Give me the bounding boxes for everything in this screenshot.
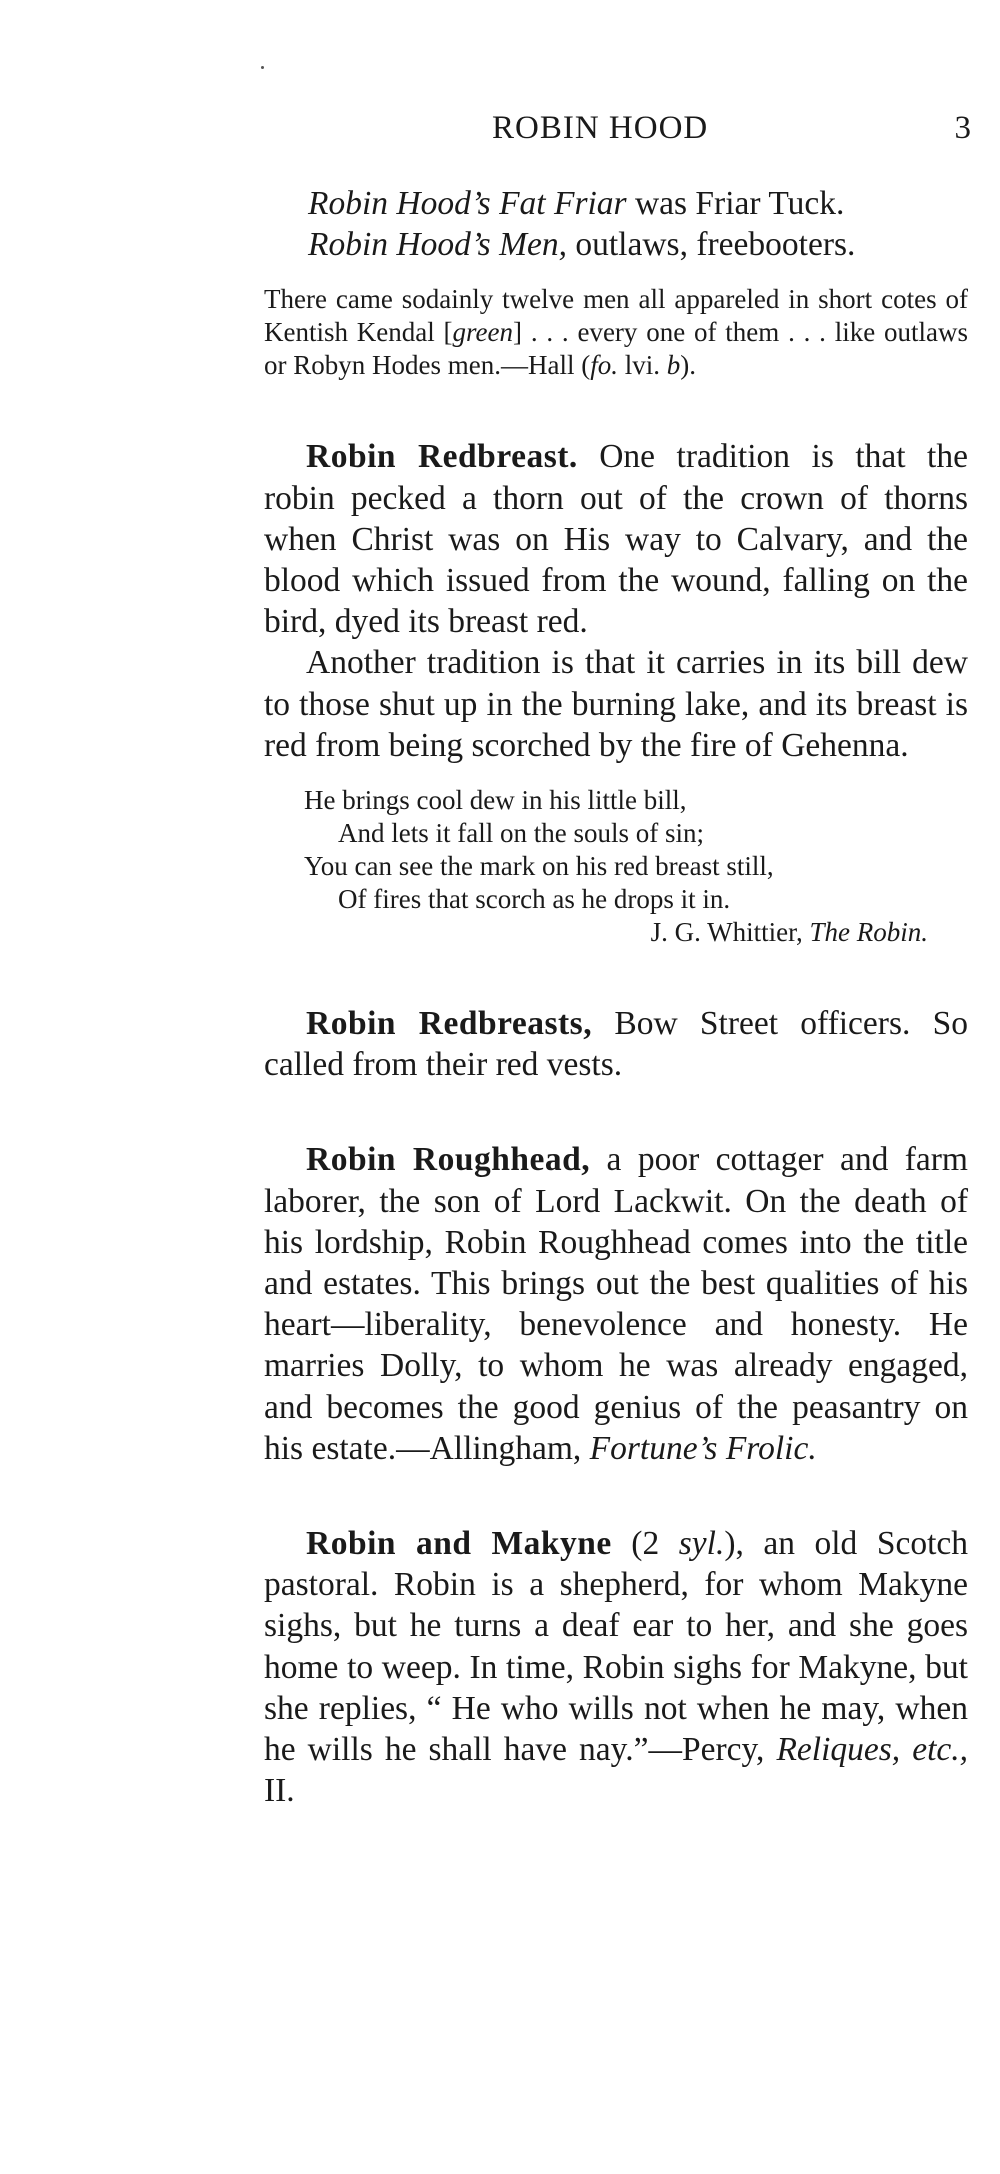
entry-text <box>264 183 968 224</box>
quote-folio-side: b <box>666 350 681 381</box>
verse-attribution <box>304 916 968 949</box>
entry-text <box>264 224 968 265</box>
entry-term: Robin Hood’s Men, <box>308 226 567 264</box>
entry-text <box>264 1139 968 1469</box>
entry-definition: outlaws, freebooters. <box>567 226 856 264</box>
entry-definition: One tradition is that the robin pecked a thorn out of the crown of thorns when Christ was on His way to Calvary, and the blood which issued from the wound, falling on the bird, dyed its breast red. <box>264 438 968 641</box>
entry-headword: Robin Redbreasts, <box>306 1005 593 1043</box>
quote-text: ] . . . every one of them . . . like outlaws or Robyn Hodes men.—Hall ( <box>264 317 968 381</box>
entry-syllables-abbrev: syl. <box>678 1525 725 1563</box>
verse-line: You can see the mark on his red breast still, <box>304 851 774 882</box>
entry-headword: Robin and Makyne <box>306 1525 612 1563</box>
quote-text: There came sodainly twelve men all appareled in short cotes of Kentish Kendal [ <box>264 284 968 348</box>
entry-robin-roughhead <box>264 1139 968 1469</box>
entry-definition: an old Scotch pastoral. Robin is a shepherd, for whom Makyne sighs, but he turns a deaf ear to her, and she goes home to weep. In time, Robin sighs for Makyne, but she replies, “ He who wills not when he may, when he wills he shall have nay.”—Percy, <box>264 1525 968 1769</box>
attribution-author: J. G. Whittier, <box>650 917 810 948</box>
entry-text <box>264 1523 968 1811</box>
entry-definition: a poor cottager and farm laborer, the son of Lord Lackwit. On the death of his lordship, Robin Roughhead comes into the title and estates. This brings out the best qualities of his heart—liberality, benevolence and honesty. He marries Dolly, to whom he was already engaged, and becomes the good genius of the peasantry on his estate.—Allingham, <box>264 1141 968 1467</box>
entry-source-work: Reliques, etc., <box>776 1731 968 1769</box>
entry-source-work: Fortune’s Frolic. <box>589 1429 817 1467</box>
entry-quotation <box>264 283 968 382</box>
entry-headword: Robin Roughhead, <box>306 1141 591 1179</box>
entry-text <box>264 436 968 642</box>
verse-line: And lets it fall on the souls of sin; <box>338 818 704 849</box>
verse-line: He brings cool dew in his little bill, <box>304 785 687 816</box>
entry-robin-redbreasts <box>264 1003 968 1085</box>
page-number: 3 <box>954 110 972 146</box>
entry-source-volume: II. <box>264 1772 295 1810</box>
entry-robin-redbreast <box>264 436 968 949</box>
entry-text: Another tradition is that it carries in its bill dew to those shut up in the burning lake, and its breast is red from being scorched by the fire of Gehenna. <box>264 644 968 764</box>
entry-headword: Robin Redbreast. <box>306 438 578 476</box>
verse-line: Of fires that scorch as he drops it in. <box>338 884 731 915</box>
quote-text: lvi. <box>617 350 667 381</box>
entry-text <box>264 1003 968 1085</box>
entry-definition: was Friar Tuck. <box>626 185 845 222</box>
entry-definition: Bow Street officers. So called from their red vests. <box>264 1005 968 1084</box>
print-speck <box>261 66 264 69</box>
running-head <box>262 110 972 154</box>
entry-syllables: ), <box>724 1525 744 1563</box>
page-body <box>264 183 968 1811</box>
running-title: ROBIN HOOD <box>492 110 709 146</box>
entry-syllables: (2 <box>611 1525 679 1563</box>
quote-folio: fo. <box>590 350 618 381</box>
quote-text: ). <box>680 350 696 381</box>
entry-robin-hoods-fat-friar <box>264 183 968 382</box>
entry-robin-and-makyne <box>264 1523 968 1811</box>
attribution-work: The Robin. <box>809 917 928 948</box>
verse-quotation <box>304 784 968 949</box>
quote-gloss: green <box>452 317 514 348</box>
entry-term: Robin Hood’s Fat Friar <box>308 185 627 222</box>
